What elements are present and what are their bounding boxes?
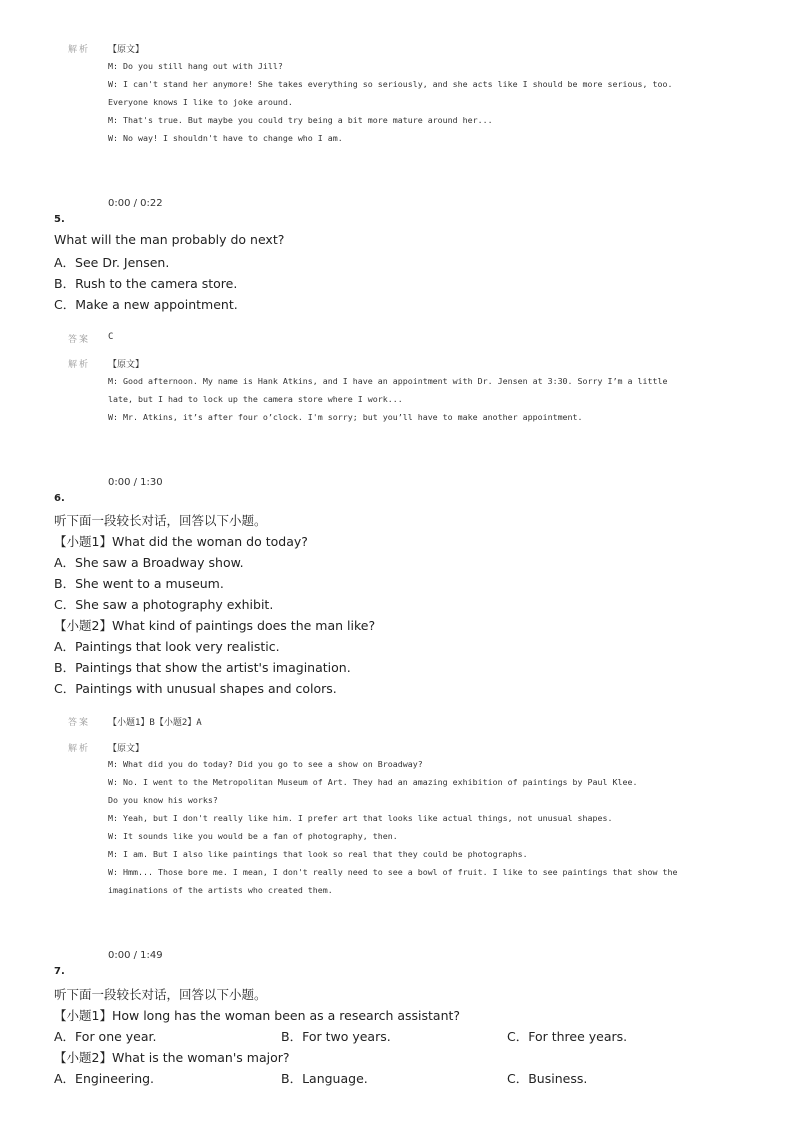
option-c: C．Business. (507, 1071, 588, 1086)
option-a: A．See Dr. Jensen. (54, 255, 170, 270)
sub-question-1: 【小题1】What did the woman do today? (54, 534, 308, 549)
transcript-line: M: I am. But I also like paintings that look so real that they could be photographs. (108, 849, 528, 859)
transcript-line: M: That's true. But maybe you could try being a bit more mature around her... (108, 115, 493, 125)
question-intro: 听下面一段较长对话，回答以下小题。 (54, 987, 267, 1002)
transcript-line: W: I can't stand her anymore! She takes everything so seriously, and she acts like I should be more serious, too. (108, 79, 673, 89)
transcript-line: imaginations of the artists who created them. (108, 885, 333, 895)
transcript-heading: 【原文】 (108, 744, 145, 754)
audio-player-time[interactable]: 0:00 / 0:22 (108, 198, 163, 209)
option-c: C．She saw a photography exhibit. (54, 597, 274, 612)
sub-question-2: 【小题2】What kind of paintings does the man like? (54, 618, 376, 633)
transcript-line: Everyone knows I like to joke around. (108, 97, 293, 107)
transcript-line: M: Good afternoon. My name is Hank Atkins, and I have an appointment with Dr. Jensen at 3:30. Sorry I’m a little (108, 376, 668, 386)
audio-player-time[interactable]: 0:00 / 1:30 (108, 477, 163, 488)
option-a: A．She saw a Broadway show. (54, 555, 244, 570)
option-b: B．For two years. (281, 1029, 391, 1044)
option-a: A．Engineering. (54, 1071, 155, 1086)
analysis-label: 解析 (68, 45, 91, 55)
option-b: B．Rush to the camera store. (54, 276, 238, 291)
option-b: B．Language. (281, 1071, 368, 1086)
sub-question-1: 【小题1】How long has the woman been as a research assistant? (54, 1008, 461, 1023)
answer-label: 答案 (68, 718, 91, 728)
transcript-line: Do you know his works? (108, 795, 218, 805)
option-c: C．Make a new appointment. (54, 297, 238, 312)
transcript-line: W: Mr. Atkins, it’s after four o’clock. I'm sorry; but you’ll have to make another appointment. (108, 412, 583, 422)
transcript-line: W: No. I went to the Metropolitan Museum of Art. They had an amazing exhibition of paintings by Paul Klee. (108, 777, 638, 787)
question-number: 5. (54, 214, 65, 225)
transcript-heading: 【原文】 (108, 360, 145, 370)
question-intro: 听下面一段较长对话，回答以下小题。 (54, 513, 267, 528)
option-b: B．She went to a museum. (54, 576, 224, 591)
transcript-line: W: It sounds like you would be a fan of photography, then. (108, 831, 398, 841)
answer-value: C (108, 332, 114, 342)
transcript-line: late, but I had to lock up the camera store where I work... (108, 394, 403, 404)
answer-value: 【小题1】B【小题2】A (108, 718, 202, 728)
audio-player-time[interactable]: 0:00 / 1:49 (108, 950, 163, 961)
transcript-line: W: No way! I shouldn't have to change who I am. (108, 133, 343, 143)
transcript-line: W: Hmm... Those bore me. I mean, I don't really need to see a bowl of fruit. I like to see paintings that show the (108, 867, 678, 877)
option-a: A．Paintings that look very realistic. (54, 639, 280, 654)
option-c: C．For three years. (507, 1029, 628, 1044)
transcript-line: M: What did you do today? Did you go to see a show on Broadway? (108, 759, 423, 769)
transcript-line: M: Do you still hang out with Jill? (108, 61, 283, 71)
option-c: C．Paintings with unusual shapes and colors. (54, 681, 337, 696)
sub-question-2: 【小题2】What is the woman's major? (54, 1050, 290, 1065)
transcript-line: M: Yeah, but I don't really like him. I prefer art that looks like actual things, not unusual shapes. (108, 813, 613, 823)
question-number: 7. (54, 966, 65, 977)
analysis-label: 解析 (68, 744, 91, 754)
answer-label: 答案 (68, 335, 91, 345)
transcript-heading: 【原文】 (108, 45, 145, 55)
analysis-label: 解析 (68, 360, 91, 370)
option-a: A．For one year. (54, 1029, 157, 1044)
option-b: B．Paintings that show the artist's imagination. (54, 660, 351, 675)
question-text: What will the man probably do next? (54, 232, 285, 247)
question-number: 6. (54, 493, 65, 504)
